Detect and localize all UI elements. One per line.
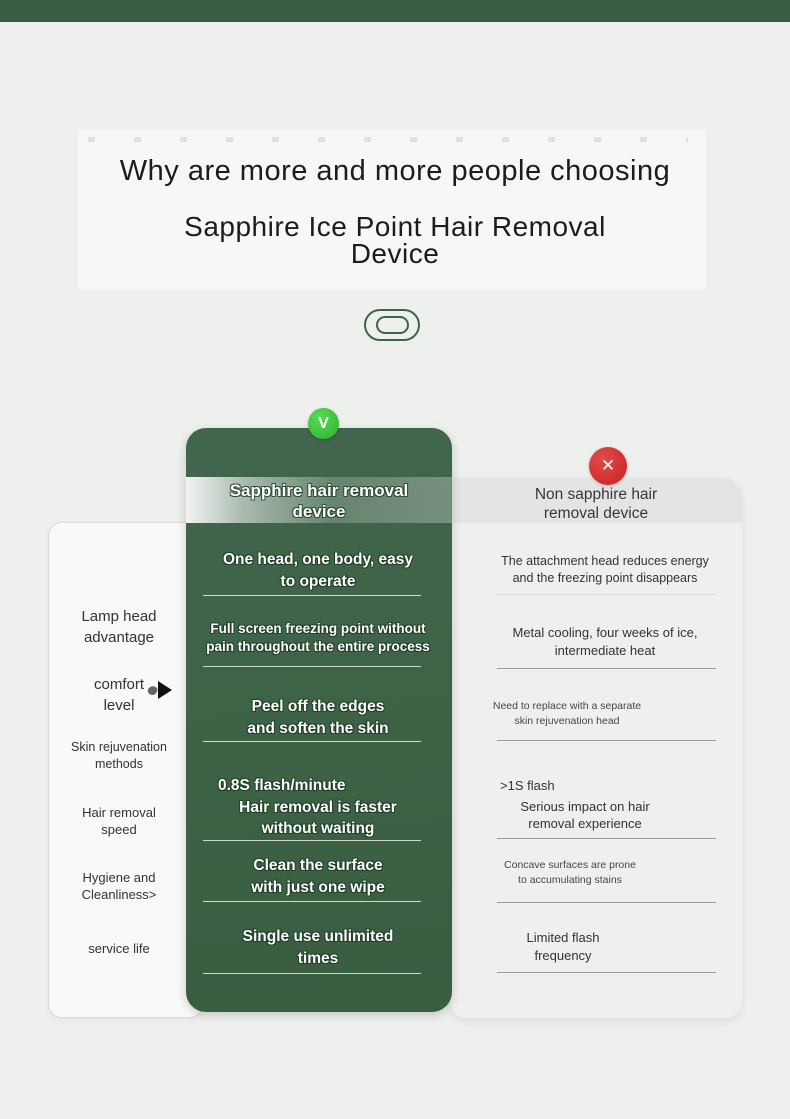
row-divider <box>203 741 421 742</box>
row-label-service-life: service life <box>88 941 150 956</box>
pill-outline-icon <box>364 309 420 341</box>
row-divider <box>497 902 716 903</box>
row-divider <box>497 594 716 595</box>
non-sapphire-header: Non sapphire hair removal device <box>450 478 742 523</box>
non-sapphire-row-flash-rate: >1S flash <box>500 778 555 793</box>
non-sapphire-row-concave-stains: Concave surfaces are prone to accumulating stains <box>504 859 636 886</box>
sapphire-row-faster-no-waiting: Hair removal is faster without waiting <box>239 799 397 837</box>
row-divider <box>497 740 716 741</box>
sapphire-row-unlimited-times: Single use unlimited times <box>242 928 394 967</box>
non-sapphire-row-serious-impact: Serious impact on hair removal experience <box>520 799 650 831</box>
sapphire-row-peel-edges: Peel off the edges and soften the skin <box>247 698 389 737</box>
cross-icon: ✕ <box>589 447 627 485</box>
row-divider <box>203 595 421 596</box>
row-divider <box>497 668 716 669</box>
non-sapphire-row-attachment-head: The attachment head reduces energy and the freezing point disappears <box>501 554 709 585</box>
sapphire-row-clean-one-wipe: Clean the surface with just one wipe <box>251 857 385 896</box>
cursor-blob-shape <box>147 685 159 697</box>
pill-inner-shape <box>376 316 409 334</box>
sapphire-row-flash-rate: 0.8S flash/minute <box>218 777 346 794</box>
cursor-arrow-icon <box>148 680 176 700</box>
translation-artifact-strip <box>88 137 688 142</box>
row-divider <box>203 901 421 902</box>
right-triangle-shape <box>158 681 172 699</box>
top-bar <box>0 0 790 22</box>
non-sapphire-row-metal-cooling: Metal cooling, four weeks of ice, intermediate heat <box>512 625 698 658</box>
sapphire-row-full-screen-freezing: Full screen freezing point without pain throughout the entire process <box>206 621 430 654</box>
non-sapphire-row-limited-flash: Limited flash frequency <box>526 930 600 963</box>
row-divider <box>203 840 421 841</box>
check-icon: V <box>308 408 339 439</box>
row-label-hygiene-cleanliness: Hygiene and Cleanliness> <box>81 870 157 902</box>
page-subtitle: Sapphire Ice Point Hair Removal Device <box>184 211 606 269</box>
non-sapphire-row-separate-head: Need to replace with a separate skin rejuvenation head <box>492 700 642 727</box>
row-divider <box>203 973 421 974</box>
row-label-lamp-head-advantage: Lamp head advantage <box>81 608 157 646</box>
row-label-comfort-level: comfort level <box>93 676 144 714</box>
sapphire-row-one-head: One head, one body, easy to operate <box>222 551 414 590</box>
row-label-hair-removal-speed: Hair removal speed <box>82 805 156 837</box>
row-divider <box>203 666 421 667</box>
row-divider <box>497 838 716 839</box>
sapphire-header: Sapphire hair removal device <box>186 477 452 523</box>
page-title: Why are more and more people choosing <box>119 155 671 187</box>
row-label-skin-rejuvenation-methods: Skin rejuvenation methods <box>71 740 167 771</box>
row-divider <box>497 972 716 973</box>
